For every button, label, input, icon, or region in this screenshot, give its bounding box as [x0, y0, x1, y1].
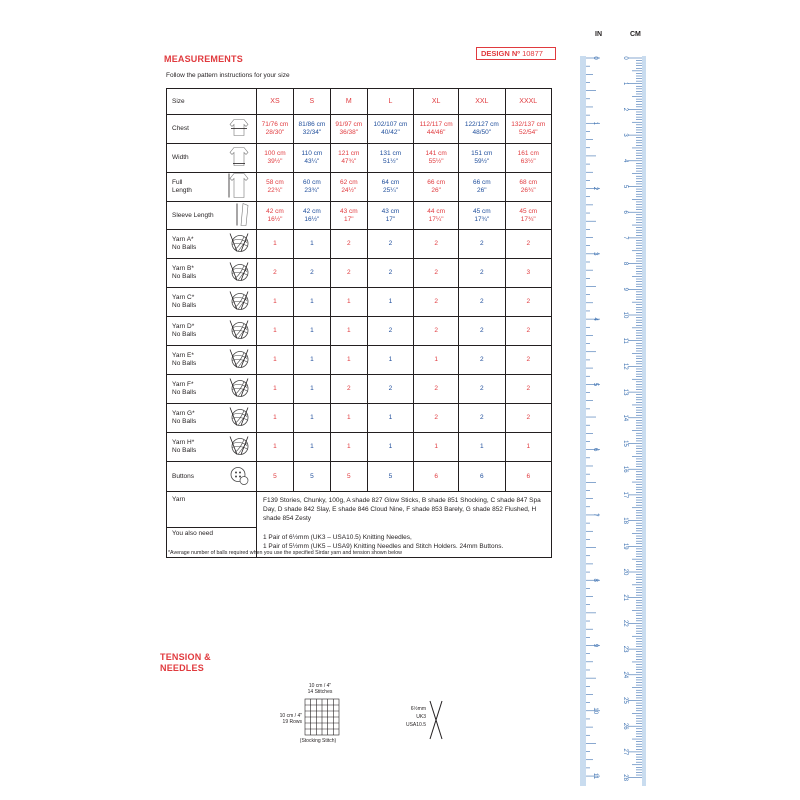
table-row [167, 492, 552, 528]
cm-label: 3 [622, 133, 628, 137]
measurement-in: 25¼" [382, 187, 398, 194]
button-count-cell: 6 [505, 462, 551, 492]
button-count-cell: 6 [459, 462, 505, 492]
button-count-cell: 5 [330, 462, 367, 492]
yarn-ball-icon [228, 406, 250, 431]
needles-line-1: 1 Pair of 6½mm (UK3 – USA10.5) Knitting Needles, [263, 533, 412, 541]
measurement-cell [367, 202, 413, 230]
ball-count-cell: 1 [257, 317, 294, 346]
yarn-ball-icon [228, 232, 250, 257]
cm-label: 14 [622, 414, 628, 422]
cm-label: 2 [622, 107, 628, 112]
ball-count-cell: 1 [293, 288, 330, 317]
ball-count-cell: 1 [293, 346, 330, 375]
ball-count-cell: 1 [293, 230, 330, 259]
row-label-text: Full Length [172, 179, 192, 194]
tension-title-line-2: NEEDLES [160, 663, 204, 673]
measurement-cell [293, 202, 330, 230]
ball-count-cell: 1 [257, 346, 294, 375]
measurement-in: 51½" [382, 158, 398, 165]
ball-count-cell: 1 [330, 317, 367, 346]
measurement-in: 39½" [267, 158, 283, 165]
inch-label: 5 [592, 382, 598, 387]
measurement-cm: 60 cm [303, 179, 321, 186]
measurement-cm: 161 cm [517, 150, 539, 157]
measurement-in: 23¾" [304, 187, 320, 194]
measurement-in: 52/54" [518, 129, 538, 136]
yarn-sub-label: No Balls [172, 447, 197, 454]
measurement-in: 63½" [520, 158, 536, 165]
inch-label: 3 [592, 252, 598, 256]
measurement-cm: 71/76 cm [261, 121, 289, 128]
ball-count-cell: 2 [459, 404, 505, 433]
cm-label: 6 [622, 210, 628, 214]
cm-label: 1 [622, 82, 628, 86]
ball-count-cell: 1 [330, 346, 367, 375]
inch-label: 10 [592, 707, 598, 715]
inch-label: 11 [592, 772, 598, 780]
yarn-sub-label: No Balls [172, 389, 197, 396]
yarn-ball-icon [228, 435, 250, 460]
cm-label: 19 [622, 542, 628, 550]
measurement-cm: 42 cm [266, 207, 284, 215]
inch-label: 8 [592, 578, 598, 582]
ruler-inch-header: IN [595, 31, 602, 38]
needle-size-label [398, 705, 426, 729]
cm-label: 15 [622, 440, 628, 447]
measurement-cm: 132/137 cm [511, 121, 546, 128]
cm-label: 9 [622, 287, 628, 291]
measurement-in: 24½" [341, 187, 357, 194]
measurement-cell [257, 144, 294, 173]
measurement-in: 26" [477, 187, 487, 194]
ball-count-cell: 2 [414, 230, 459, 259]
measurement-cm: 43 cm [339, 207, 358, 215]
row-label-full-length [167, 173, 257, 202]
table-row [167, 433, 552, 462]
cm-label: 26 [622, 722, 628, 730]
measurement-cell [293, 173, 330, 202]
ball-count-cell: 1 [367, 404, 413, 433]
measurement-in: 48/50" [472, 129, 492, 136]
ball-count-cell: 2 [367, 375, 413, 404]
ball-count-cell: 2 [505, 346, 551, 375]
row-label-chest [167, 115, 257, 144]
measurement-cell [459, 115, 505, 144]
yarn-sub-label: No Balls [172, 302, 197, 309]
ball-count-cell: 2 [505, 404, 551, 433]
ball-count-cell: 1 [330, 404, 367, 433]
measurement-cm: 131 cm [379, 150, 402, 157]
yarn-label: Yarn G* [172, 410, 195, 417]
ball-count-cell: 1 [257, 433, 294, 462]
cm-label: 24 [622, 671, 628, 679]
measurement-cm: 66 cm [472, 179, 491, 186]
buttons-row-label [167, 462, 257, 492]
ball-count-cell: 2 [505, 317, 551, 346]
ball-count-cell: 1 [459, 433, 505, 462]
measurement-cell [414, 202, 459, 230]
ball-count-cell: 1 [330, 433, 367, 462]
yarn-row-label [167, 346, 257, 375]
measurement-cell [505, 173, 551, 202]
ball-count-cell: 2 [414, 404, 459, 433]
width-icon [228, 147, 250, 170]
measurement-cell [505, 115, 551, 144]
yarn-ball-icon [228, 290, 250, 315]
measurement-cm: 68 cm [519, 179, 538, 186]
yarn-label: Yarn C* [172, 294, 195, 301]
measurement-in: 55½" [428, 158, 444, 165]
cm-label: 27 [622, 748, 628, 756]
measurements-title: MEASUREMENTS [164, 54, 243, 64]
cm-label: 8 [622, 261, 628, 266]
yarn-label: Yarn F* [172, 381, 194, 388]
measurement-cm: 58 cm [266, 179, 284, 186]
measurement-in: 43¼" [304, 158, 320, 165]
ball-count-cell: 1 [367, 433, 413, 462]
ball-count-cell: 2 [505, 288, 551, 317]
cm-label: 17 [622, 491, 628, 499]
row-label-text: Sleeve Length [172, 211, 214, 219]
measurement-in: 59½" [474, 158, 490, 165]
measurement-cell [459, 173, 505, 202]
ball-count-cell: 2 [330, 230, 367, 259]
measurement-cell [505, 202, 551, 230]
measurement-cell [367, 173, 413, 202]
yarn-row-label [167, 288, 257, 317]
cm-label: 12 [622, 363, 628, 370]
measurement-in: 16½" [267, 215, 283, 223]
row-label-width [167, 144, 257, 173]
ball-count-cell: 1 [414, 346, 459, 375]
measurement-cm: 112/117 cm [419, 121, 453, 128]
table-row [167, 202, 552, 230]
ball-count-cell: 2 [367, 230, 413, 259]
also-need-label: You also need [167, 527, 257, 557]
sleeve-icon [234, 202, 250, 229]
ball-count-cell: 1 [367, 288, 413, 317]
measurement-cm: 62 cm [339, 179, 358, 186]
yarn-row-label [167, 317, 257, 346]
cm-label: 10 [622, 311, 628, 319]
measurement-cm: 81/86 cm [298, 121, 326, 128]
ball-count-cell: 1 [257, 288, 294, 317]
yarn-row-label [167, 259, 257, 288]
measurement-in: 17¼" [428, 215, 444, 223]
measurement-cm: 122/127 cm [464, 121, 499, 128]
size-header-l: L [367, 89, 413, 115]
measurement-cell [257, 115, 294, 144]
cm-label: 23 [622, 645, 628, 653]
ball-count-cell: 2 [459, 375, 505, 404]
table-row [167, 346, 552, 375]
cm-label: 25 [622, 697, 628, 704]
ball-count-cell: 2 [459, 317, 505, 346]
measurement-in: 17" [385, 215, 396, 223]
ball-count-cell: 1 [367, 346, 413, 375]
ball-count-cell: 2 [257, 259, 294, 288]
table-row [167, 144, 552, 173]
yarn-row-label [167, 404, 257, 433]
ball-count-cell: 2 [459, 288, 505, 317]
ball-count-cell: 2 [459, 230, 505, 259]
tension-grid-icon [304, 698, 340, 736]
measurement-cell [414, 115, 459, 144]
yarn-ball-icon [228, 319, 250, 344]
design-number-box [476, 47, 556, 60]
size-header-xxl: XXL [459, 89, 505, 115]
needle-uk: UK3 [416, 714, 426, 720]
ball-count-cell: 1 [330, 288, 367, 317]
measurement-in: 44/46" [426, 129, 446, 136]
button-count-cell: 5 [293, 462, 330, 492]
table-row [167, 173, 552, 202]
measurement-cell [293, 115, 330, 144]
tension-title [160, 652, 211, 674]
measurement-in: 22¾" [267, 187, 283, 194]
measurement-cell [505, 144, 551, 173]
measurement-cm: 44 cm [427, 207, 445, 215]
button-count-cell: 6 [414, 462, 459, 492]
cm-label: 22 [622, 620, 628, 627]
tension-height-text: 10 cm / 4" [279, 713, 302, 719]
yarn-ball-icon [228, 348, 250, 373]
ball-count-cell: 2 [505, 375, 551, 404]
row-label-text: Width [172, 154, 189, 161]
ball-count-cell: 2 [330, 375, 367, 404]
measurement-cell [459, 144, 505, 173]
inch-label: 1 [592, 121, 598, 125]
yarn-row-label [167, 433, 257, 462]
measurement-cell [293, 144, 330, 173]
ball-count-cell: 3 [505, 259, 551, 288]
yarn-ball-icon [228, 377, 250, 402]
ball-count-cell: 2 [330, 259, 367, 288]
measurement-in: 32/34" [302, 129, 322, 136]
yarn-label: Yarn E* [172, 352, 194, 359]
ball-count-cell: 1 [293, 317, 330, 346]
measurement-cm: 91/97 cm [335, 121, 363, 128]
inch-label: 9 [592, 643, 598, 648]
measurement-in: 40/42" [381, 129, 400, 136]
measurement-in: 17" [344, 215, 354, 223]
measurement-cell [414, 144, 459, 173]
cm-label: 5 [622, 184, 628, 189]
size-header-xxxl: XXXL [505, 89, 551, 115]
ball-count-cell: 2 [293, 259, 330, 288]
measurement-in: 47¾" [341, 158, 357, 165]
table-row [167, 375, 552, 404]
ball-count-cell: 2 [459, 346, 505, 375]
measurement-in: 26¾" [520, 187, 536, 194]
ball-count-cell: 1 [257, 230, 294, 259]
measurement-cell [330, 173, 367, 202]
measurement-in: 16½" [304, 215, 320, 223]
chest-icon [228, 119, 250, 140]
button-count-cell: 5 [367, 462, 413, 492]
yarn-sub-label: No Balls [172, 360, 197, 367]
table-row [167, 230, 552, 259]
cm-label: 21 [622, 594, 628, 602]
cm-label: 16 [622, 465, 628, 473]
yarn-label: Yarn A* [172, 236, 194, 243]
ruler-cm-header: CM [630, 31, 641, 38]
footnote: *Average number of balls required when you use the specified Sirdar yarn and tension shown below [168, 550, 402, 556]
yarn-sub-label: No Balls [172, 418, 197, 425]
measurement-in: 17¾" [520, 215, 536, 223]
cm-label: 18 [622, 517, 628, 524]
ball-count-cell: 2 [414, 375, 459, 404]
measurement-cm: 110 cm [301, 150, 323, 157]
length-icon [226, 173, 250, 202]
measurement-in: 26" [431, 187, 441, 194]
ball-count-cell: 1 [505, 433, 551, 462]
tension-width-text: 10 cm / 4" [308, 683, 332, 689]
tension-stitches-text: 14 Stitches [307, 689, 333, 695]
measurement-cell [367, 144, 413, 173]
yarn-row-label [167, 230, 257, 259]
yarn-sub-label: No Balls [172, 331, 197, 338]
size-header-s: S [293, 89, 330, 115]
yarn-description-label: Yarn [167, 492, 257, 528]
design-number: 10877 [522, 49, 543, 58]
size-header-xs: XS [257, 89, 294, 115]
size-header-m: M [330, 89, 367, 115]
ball-count-cell: 1 [293, 404, 330, 433]
ball-count-cell: 2 [414, 259, 459, 288]
measurement-cm: 100 cm [264, 150, 286, 157]
cm-label: 7 [622, 236, 628, 240]
ball-count-cell: 1 [293, 433, 330, 462]
ball-count-cell: 2 [367, 259, 413, 288]
table-row [167, 89, 552, 115]
size-label: Size [167, 89, 257, 115]
measurement-in: 28/30" [265, 129, 285, 136]
measurement-cell [330, 144, 367, 173]
tension-rows-label [262, 713, 302, 725]
measurement-cell [330, 202, 367, 230]
measurement-cell [330, 115, 367, 144]
yarn-ball-icon [228, 261, 250, 286]
ball-count-cell: 1 [257, 404, 294, 433]
measurement-cell [459, 202, 505, 230]
measurements-table [166, 88, 552, 558]
yarn-label: Yarn H* [172, 439, 195, 446]
measurement-cm: 102/107 cm [373, 121, 408, 128]
cm-label: 13 [622, 388, 628, 396]
table-row [167, 404, 552, 433]
needle-mm: 6½mm [410, 706, 426, 712]
measurement-cell [257, 173, 294, 202]
yarn-label: Yarn D* [172, 323, 195, 330]
design-label: DESIGN Nº [481, 49, 520, 58]
measurement-cm: 66 cm [427, 179, 445, 186]
intro-text: Follow the pattern instructions for your size [166, 72, 290, 79]
tension-stitches-label [290, 683, 350, 695]
measurement-cm: 43 cm [381, 207, 400, 215]
measurement-cell [414, 173, 459, 202]
table-row [167, 462, 552, 492]
inch-label: 2 [592, 186, 598, 191]
measurement-cm: 121 cm [338, 150, 360, 157]
ball-count-cell: 2 [367, 317, 413, 346]
yarn-sub-label: No Balls [172, 244, 197, 251]
cm-label: 28 [622, 774, 628, 781]
cm-label: 4 [622, 159, 628, 163]
inch-label: 4 [592, 317, 598, 321]
ball-count-cell: 1 [257, 375, 294, 404]
buttons-label: Buttons [172, 472, 195, 480]
ball-count-cell: 2 [505, 230, 551, 259]
measurement-cell [257, 202, 294, 230]
needles-line-2: 1 Pair of 5½mm (UK5 – USA9) Knitting Needles and Stitch Holders. 24mm Buttons. [263, 542, 504, 550]
measurement-cm: 45 cm [519, 207, 538, 215]
ball-count-cell: 1 [414, 433, 459, 462]
ball-count-cell: 2 [414, 288, 459, 317]
table-row [167, 115, 552, 144]
size-header-xl: XL [414, 89, 459, 115]
measurement-cm: 141 cm [425, 150, 447, 157]
measurement-in: 17¾" [474, 215, 490, 223]
row-label-text: Chest [172, 125, 189, 132]
yarn-row-label [167, 375, 257, 404]
ball-count-cell: 2 [414, 317, 459, 346]
inch-label: 0 [592, 56, 598, 60]
table-row [167, 288, 552, 317]
table-row [167, 317, 552, 346]
measuring-ruler [580, 56, 646, 786]
cm-label: 11 [622, 337, 628, 344]
ball-count-cell: 1 [293, 375, 330, 404]
cm-label: 0 [622, 56, 628, 60]
inch-label: 6 [592, 447, 598, 452]
ball-count-cell: 2 [459, 259, 505, 288]
measurement-cm: 151 cm [471, 150, 493, 157]
yarn-sub-label: No Balls [172, 273, 197, 280]
ruler-scale [580, 56, 646, 786]
cm-label: 20 [622, 568, 628, 576]
tension-title-line-1: TENSION & [160, 652, 211, 662]
ruler-face [586, 56, 642, 786]
measurement-cell [367, 115, 413, 144]
button-icon [228, 465, 250, 488]
measurement-in: 36/38" [339, 129, 359, 136]
table-row [167, 259, 552, 288]
button-count-cell: 5 [257, 462, 294, 492]
measurement-cm: 64 cm [381, 179, 400, 186]
needles-icon [428, 700, 444, 740]
tension-rows-text: 19 Rows [282, 719, 302, 725]
needle-usa: USA10.5 [405, 722, 426, 728]
yarn-description: F139 Stories, Chunky, 100g, A shade 827 Glow Sticks, B shade 851 Shocking, C shade 847 Spa Day, D shade 842 Slay, E shade 846 Cloud Nine, F shade 853 Barely, G shade 852 Flushed, H shade 854 Zesty [257, 492, 552, 528]
row-label-sleeve-length [167, 202, 257, 230]
yarn-label: Yarn B* [172, 265, 194, 272]
tension-stitch-type: (Stocking Stitch) [299, 738, 337, 744]
measurement-cm: 42 cm [303, 207, 321, 215]
inch-label: 7 [592, 513, 598, 517]
measurement-cm: 45 cm [472, 207, 491, 215]
